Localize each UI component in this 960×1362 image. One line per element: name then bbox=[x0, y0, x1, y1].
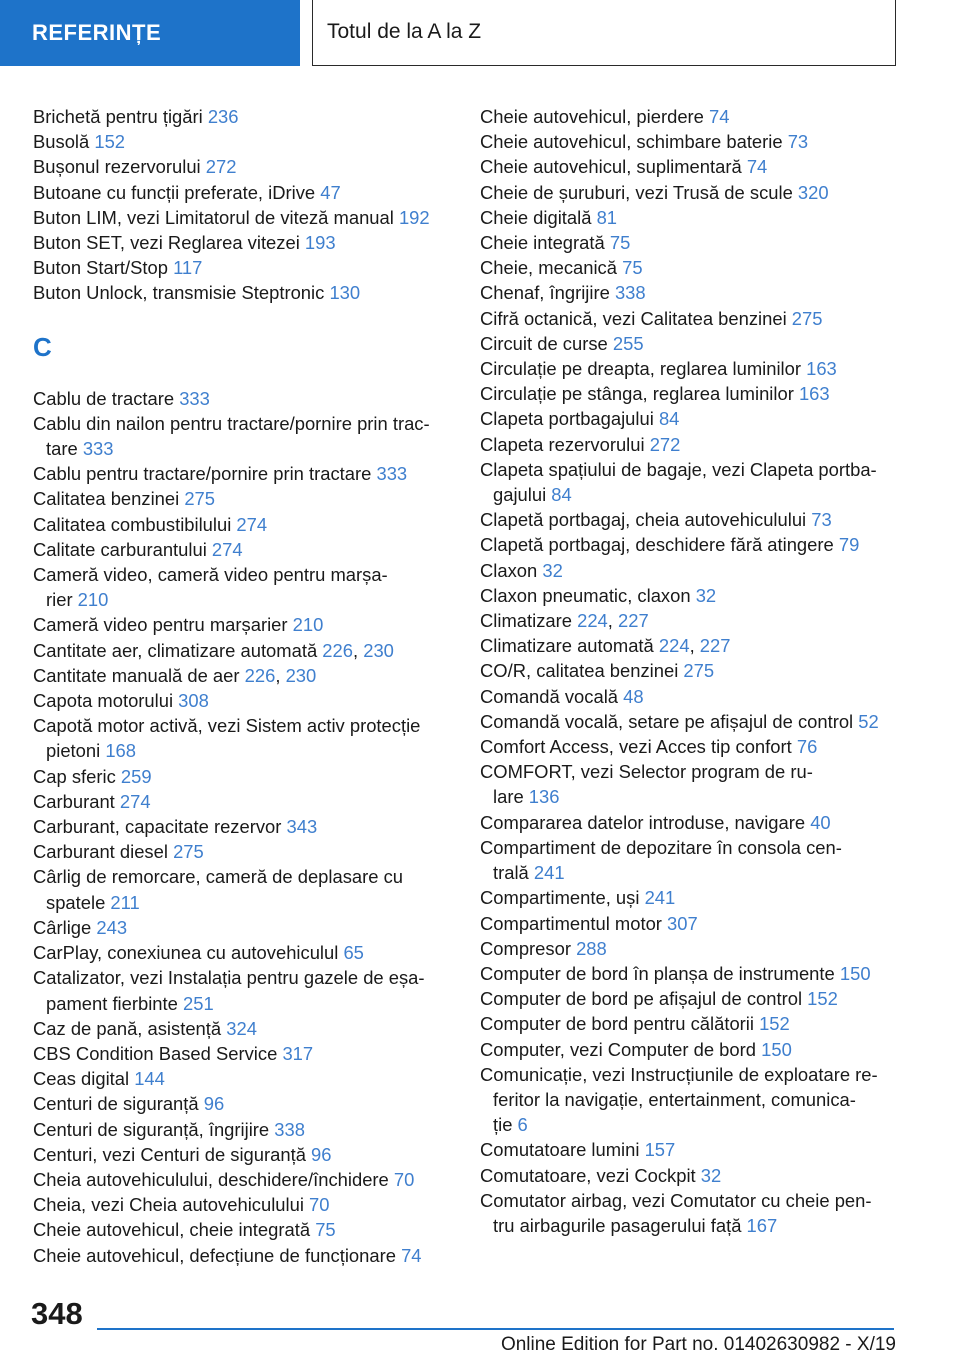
page-reference-link[interactable]: 192 bbox=[398, 206, 430, 228]
index-entry bbox=[480, 1062, 900, 1138]
entry-text: Carburant, capacitate rezervor bbox=[33, 816, 287, 838]
index-entry bbox=[480, 1011, 900, 1036]
entry-text: Cablu din nailon pentru tractare/pornire prin trac- bbox=[33, 412, 430, 434]
page-reference-link[interactable]: 210 bbox=[292, 614, 324, 636]
page-reference-link[interactable]: 70 bbox=[393, 1168, 415, 1190]
page-reference-link[interactable]: 275 bbox=[791, 307, 823, 329]
entry-text: Capota motorului bbox=[33, 690, 179, 712]
entry-text: trală bbox=[493, 862, 534, 884]
entry-text: Cheie, mecanică bbox=[480, 257, 623, 279]
entry-text: Cârlig de remorcare, cameră de deplasare cu bbox=[33, 866, 404, 888]
entry-text: Centuri, vezi Centuri de siguranță bbox=[33, 1143, 312, 1165]
entry-text: Cameră video pentru marșarier bbox=[33, 614, 293, 636]
entry-text: Cheie integrată bbox=[480, 232, 610, 254]
index-entry bbox=[33, 411, 453, 461]
entry-text: Cheie autovehicul, schimbare baterie bbox=[480, 131, 788, 153]
entry-text: Cârlige bbox=[33, 916, 97, 938]
page-reference-link[interactable]: 243 bbox=[96, 916, 128, 938]
page-reference-link[interactable]: 96 bbox=[311, 1143, 332, 1165]
page-reference-link[interactable]: 76 bbox=[796, 736, 818, 758]
page-reference-link[interactable]: 272 bbox=[205, 156, 237, 178]
entry-text: lare bbox=[493, 786, 529, 808]
entry-text: Cheie autovehicul, pierdere bbox=[480, 106, 710, 127]
index-entry bbox=[480, 230, 900, 255]
index-entry bbox=[480, 986, 900, 1011]
entry-text: Clapeta portbagajului bbox=[480, 408, 659, 430]
entry-text: tare bbox=[46, 438, 83, 460]
index-entry bbox=[33, 230, 453, 255]
page-reference-separator: , bbox=[689, 635, 700, 657]
entry-text: Comutatoare lumini bbox=[480, 1139, 645, 1161]
page-reference-link[interactable]: 226 bbox=[244, 664, 276, 686]
page-reference-link[interactable]: 48 bbox=[623, 685, 644, 707]
index-letter-heading: C bbox=[33, 331, 52, 362]
page-header bbox=[0, 0, 960, 66]
page-reference-link[interactable]: 227 bbox=[699, 635, 731, 657]
footer-divider bbox=[97, 1328, 894, 1330]
page-reference-link[interactable]: 70 bbox=[309, 1194, 330, 1216]
index-entry bbox=[480, 1163, 900, 1188]
index-entry bbox=[33, 965, 453, 1015]
entry-text: Compartiment de depozitare în consola cen- bbox=[480, 836, 842, 858]
entry-text: Capotă motor activă, vezi Sistem activ protecție bbox=[33, 715, 421, 737]
index-entry bbox=[33, 789, 453, 814]
page-reference-link[interactable]: 32 bbox=[700, 1164, 722, 1186]
page-reference-link[interactable]: 241 bbox=[533, 862, 565, 884]
page-reference-link[interactable]: 75 bbox=[315, 1219, 336, 1241]
entry-text: Calitatea benzinei bbox=[33, 488, 185, 510]
index-entry bbox=[480, 1188, 900, 1238]
entry-text: gajului bbox=[493, 484, 552, 506]
index-entry bbox=[33, 915, 453, 940]
entry-text: Comandă vocală bbox=[480, 685, 624, 707]
index-entry bbox=[33, 386, 453, 411]
index-entry bbox=[33, 638, 453, 663]
index-entry bbox=[480, 1137, 900, 1162]
index-entry bbox=[480, 406, 900, 431]
entry-text: Clapeta spațiului de bagaje, vezi Clapeta portba- bbox=[480, 458, 877, 480]
page-reference-link[interactable]: 210 bbox=[77, 589, 109, 611]
entry-text: Circuit de curse bbox=[480, 332, 613, 354]
page-reference-separator: , bbox=[275, 664, 286, 686]
index-entry bbox=[480, 457, 900, 507]
index-entry bbox=[480, 129, 900, 154]
index-entry bbox=[480, 507, 900, 532]
page-reference-link[interactable]: 168 bbox=[105, 740, 136, 762]
page-reference-link[interactable]: 152 bbox=[807, 988, 838, 1010]
entry-text: pament fierbinte bbox=[46, 992, 183, 1014]
page-reference-link[interactable]: 74 bbox=[709, 106, 730, 127]
index-entry bbox=[33, 562, 453, 612]
index-entry bbox=[33, 104, 453, 129]
index-entry bbox=[33, 1243, 453, 1268]
index-entry bbox=[33, 688, 453, 713]
entry-text: Catalizator, vezi Instalația pentru gazele de eșa- bbox=[33, 967, 425, 989]
index-entry bbox=[480, 885, 900, 910]
chapter-title: Totul de la A la Z bbox=[312, 0, 896, 66]
page-reference-link[interactable]: 230 bbox=[285, 664, 317, 686]
index-entry bbox=[480, 608, 900, 633]
footer-edition: Online Edition for Part no. 01402630982 - X/19 bbox=[500, 1334, 896, 1355]
entry-text: feritor la navigație, entertainment, comunica- bbox=[493, 1088, 856, 1110]
index-column-left bbox=[33, 104, 453, 1268]
entry-text: Comandă vocală, setare pe afișajul de control bbox=[480, 710, 859, 732]
page-reference-link[interactable]: 338 bbox=[274, 1118, 305, 1140]
index-entry bbox=[33, 1167, 453, 1192]
page-reference-link[interactable]: 130 bbox=[329, 282, 361, 304]
index-entry bbox=[480, 180, 900, 205]
index-entry bbox=[480, 583, 900, 608]
index-entry bbox=[480, 255, 900, 280]
entry-text: Cheie autovehicul, suplimentară bbox=[480, 156, 747, 178]
entry-text: Comutatoare, vezi Cockpit bbox=[480, 1164, 701, 1186]
index-entry bbox=[33, 1016, 453, 1041]
page-reference-link[interactable]: 84 bbox=[658, 408, 680, 430]
page-reference-link[interactable]: 288 bbox=[576, 937, 607, 959]
entry-text: Buton SET, vezi Reglarea vitezei bbox=[33, 232, 305, 254]
page-reference-link[interactable]: 308 bbox=[178, 690, 209, 712]
entry-text: Cablu pentru tractare/pornire prin tractare bbox=[33, 463, 377, 485]
page-reference-link[interactable]: 230 bbox=[363, 639, 394, 661]
page-number: 348 bbox=[31, 1296, 83, 1331]
entry-text: Claxon pneumatic, claxon bbox=[480, 584, 696, 606]
page-reference-link[interactable]: 32 bbox=[695, 584, 717, 606]
page-reference-link[interactable]: 150 bbox=[761, 1038, 792, 1060]
page-reference-link[interactable]: 255 bbox=[612, 332, 644, 354]
index-entry bbox=[480, 104, 900, 129]
index-entry bbox=[480, 684, 900, 709]
page-reference-link[interactable]: 81 bbox=[596, 206, 618, 228]
index-entry bbox=[480, 658, 900, 683]
entry-text: Brichetă pentru țigări bbox=[33, 106, 208, 127]
entry-text: Cheie digitală bbox=[480, 206, 597, 228]
page-reference-link[interactable]: 74 bbox=[401, 1244, 422, 1266]
page-reference-link[interactable]: 65 bbox=[343, 942, 364, 964]
section-tab: REFERINȚE bbox=[0, 0, 300, 66]
page-reference-separator: , bbox=[352, 639, 364, 661]
index-entry bbox=[33, 1142, 453, 1167]
entry-text: CarPlay, conexiunea cu autovehiculul bbox=[33, 942, 344, 964]
index-entry bbox=[480, 633, 900, 658]
index-entry bbox=[480, 1037, 900, 1062]
page-reference-link[interactable]: 333 bbox=[82, 438, 114, 460]
entry-text: Carburant bbox=[33, 790, 120, 812]
index-entry bbox=[33, 1091, 453, 1116]
entry-text: Calitate carburantului bbox=[33, 538, 212, 560]
entry-text: Climatizare bbox=[480, 610, 578, 632]
entry-text: Buton LIM, vezi Limitatorul de viteză manual bbox=[33, 206, 399, 228]
page-reference-link[interactable]: 333 bbox=[179, 387, 210, 409]
page-reference-link[interactable]: 163 bbox=[806, 358, 837, 380]
entry-text: Buton Unlock, transmisie Steptronic bbox=[33, 282, 330, 304]
index-entry bbox=[480, 759, 900, 809]
page-reference-link[interactable]: 144 bbox=[134, 1068, 165, 1090]
page-reference-link[interactable]: 136 bbox=[528, 786, 560, 808]
entry-text: Cheie autovehicul, defecțiune de funcționare bbox=[33, 1244, 402, 1266]
page-reference-link[interactable]: 152 bbox=[94, 131, 126, 153]
entry-text: Circulație pe stânga, reglarea luminilor bbox=[480, 383, 799, 405]
entry-text: Bușonul rezervorului bbox=[33, 156, 206, 178]
index-entry bbox=[33, 1066, 453, 1091]
index-entry bbox=[33, 154, 453, 179]
index-entry bbox=[33, 461, 453, 486]
entry-text: CO/R, calitatea benzinei bbox=[480, 660, 684, 682]
page-reference-link[interactable]: 259 bbox=[120, 765, 152, 787]
entry-text: Centuri de siguranță, îngrijire bbox=[33, 1118, 275, 1140]
page-reference-link[interactable]: 333 bbox=[376, 463, 408, 485]
index-entry bbox=[33, 839, 453, 864]
entry-text: Computer de bord pe afișajul de control bbox=[480, 988, 808, 1010]
page-reference-link[interactable]: 73 bbox=[787, 131, 809, 153]
page-reference-link[interactable]: 320 bbox=[797, 181, 829, 203]
page-reference-link[interactable]: 152 bbox=[759, 1013, 790, 1035]
index-entry bbox=[480, 432, 900, 457]
page-reference-separator: , bbox=[607, 610, 619, 632]
page-reference-link[interactable]: 150 bbox=[839, 962, 871, 984]
entry-text: Computer de bord în planșa de instrumente bbox=[480, 962, 840, 984]
index-entry bbox=[33, 537, 453, 562]
page-reference-link[interactable]: 47 bbox=[320, 181, 341, 203]
index-entry bbox=[33, 1117, 453, 1142]
entry-text: Comunicație, vezi Instrucțiunile de exploatare re- bbox=[480, 1063, 878, 1085]
page-reference-link[interactable]: 32 bbox=[542, 559, 563, 581]
page-reference-link[interactable]: 74 bbox=[746, 156, 768, 178]
page-reference-link[interactable]: 324 bbox=[226, 1017, 257, 1039]
index-entry bbox=[33, 764, 453, 789]
page-reference-link[interactable]: 117 bbox=[173, 257, 203, 279]
index-entry bbox=[480, 205, 900, 230]
entry-text: Cantitate manuală de aer bbox=[33, 664, 245, 686]
entry-text: Calitatea combustibilului bbox=[33, 513, 237, 535]
page-reference-link[interactable]: 338 bbox=[614, 282, 646, 304]
entry-text: Chenaf, îngrijire bbox=[480, 282, 615, 304]
index-entry bbox=[33, 864, 453, 914]
entry-text: Cheie de șuruburi, vezi Trusă de scule bbox=[480, 181, 798, 203]
page-reference-link[interactable]: 275 bbox=[683, 660, 715, 682]
index-entry bbox=[33, 612, 453, 637]
entry-text: Compartimentul motor bbox=[480, 912, 668, 934]
page-reference-link[interactable]: 167 bbox=[746, 1214, 778, 1236]
entry-text: Butoane cu funcții preferate, iDrive bbox=[33, 181, 321, 203]
index-entry bbox=[480, 810, 900, 835]
index-entry bbox=[480, 381, 900, 406]
entry-text: Ceas digital bbox=[33, 1068, 135, 1090]
entry-text: Clapetă portbagaj, deschidere fără atingere bbox=[480, 534, 839, 556]
index-entry bbox=[33, 255, 453, 280]
entry-text: Busolă bbox=[33, 131, 95, 153]
page-reference-link[interactable]: 251 bbox=[183, 992, 214, 1014]
entry-text: Clapeta rezervorului bbox=[480, 433, 650, 455]
page-reference-link[interactable]: 157 bbox=[644, 1139, 676, 1161]
page-reference-link[interactable]: 275 bbox=[184, 488, 215, 510]
page-reference-link[interactable]: 343 bbox=[286, 816, 318, 838]
entry-text: Climatizare automată bbox=[480, 635, 659, 657]
page-reference-link[interactable]: 274 bbox=[211, 538, 243, 560]
index-entry bbox=[480, 709, 900, 734]
page-reference-link[interactable]: 274 bbox=[119, 790, 151, 812]
page-reference-link[interactable]: 193 bbox=[304, 232, 336, 254]
index-entry bbox=[480, 835, 900, 885]
index-entry bbox=[33, 1041, 453, 1066]
entry-text: spatele bbox=[46, 891, 111, 913]
page-reference-link[interactable]: 6 bbox=[517, 1114, 528, 1136]
page-reference-link[interactable]: 272 bbox=[649, 433, 681, 455]
index-entry bbox=[33, 814, 453, 839]
page-reference-link[interactable]: 52 bbox=[858, 710, 879, 732]
entry-text: tru airbagurile pasagerului față bbox=[493, 1214, 747, 1236]
page-reference-link[interactable]: 274 bbox=[236, 513, 268, 535]
index-entry bbox=[480, 306, 900, 331]
page-reference-link[interactable]: 79 bbox=[838, 534, 860, 556]
page-reference-link[interactable]: 275 bbox=[173, 841, 204, 863]
index-entry bbox=[33, 1192, 453, 1217]
entry-text: Comutator airbag, vezi Comutator cu cheie pen- bbox=[480, 1189, 872, 1211]
index-entry bbox=[33, 1217, 453, 1242]
entry-text: Circulație pe dreapta, reglarea luminilor bbox=[480, 358, 807, 380]
entry-text: pietoni bbox=[46, 740, 106, 762]
entry-text: Carburant diesel bbox=[33, 841, 174, 863]
index-entry bbox=[480, 911, 900, 936]
entry-text: Cablu de tractare bbox=[33, 387, 180, 409]
index-entry bbox=[480, 558, 900, 583]
entry-text: Centuri de siguranță bbox=[33, 1093, 204, 1115]
index-entry bbox=[33, 663, 453, 688]
page-reference-link[interactable]: 73 bbox=[811, 509, 832, 531]
entry-text: Computer de bord pentru călătorii bbox=[480, 1013, 760, 1035]
page-reference-link[interactable]: 317 bbox=[282, 1042, 314, 1064]
index-entry bbox=[480, 154, 900, 179]
index-entry bbox=[33, 205, 453, 230]
entry-text: Cap sferic bbox=[33, 765, 121, 787]
index-entry bbox=[480, 356, 900, 381]
entry-text: Buton Start/Stop bbox=[33, 257, 174, 279]
page-reference-link[interactable]: 224 bbox=[577, 610, 608, 632]
page-reference-link[interactable]: 241 bbox=[644, 887, 676, 909]
entry-text: Clapetă portbagaj, cheia autovehiculului bbox=[480, 509, 812, 531]
index-entry bbox=[33, 129, 453, 154]
entry-text: Cifră octanică, vezi Calitatea benzinei bbox=[480, 307, 792, 329]
page-reference-link[interactable]: 224 bbox=[658, 635, 690, 657]
page-reference-link[interactable]: 226 bbox=[322, 639, 353, 661]
entry-text: Cantitate aer, climatizare automată bbox=[33, 639, 323, 661]
index-entry bbox=[33, 486, 453, 511]
page-reference-link[interactable]: 75 bbox=[609, 232, 631, 254]
entry-text: CBS Condition Based Service bbox=[33, 1042, 283, 1064]
index-entry bbox=[33, 940, 453, 965]
entry-text: Compresor bbox=[480, 937, 577, 959]
entry-text: Cheie autovehicul, cheie integrată bbox=[33, 1219, 316, 1241]
page-reference-link[interactable]: 236 bbox=[207, 106, 239, 127]
page-reference-link[interactable]: 163 bbox=[798, 383, 830, 405]
entry-text: Comfort Access, vezi Acces tip confort bbox=[480, 736, 797, 758]
entry-text: Claxon bbox=[480, 559, 543, 581]
page-reference-link[interactable]: 96 bbox=[203, 1093, 225, 1115]
index-entry bbox=[33, 180, 453, 205]
entry-text: ție bbox=[493, 1114, 518, 1136]
index-entry bbox=[33, 713, 453, 763]
page-reference-link[interactable]: 40 bbox=[810, 811, 831, 833]
index-entry bbox=[480, 936, 900, 961]
index-entry bbox=[480, 331, 900, 356]
page-reference-link[interactable]: 307 bbox=[667, 912, 698, 934]
index-entry bbox=[480, 961, 900, 986]
page-reference-link[interactable]: 227 bbox=[618, 610, 649, 632]
entry-text: COMFORT, vezi Selector program de ru- bbox=[480, 761, 813, 783]
entry-text: rier bbox=[46, 589, 78, 611]
page-reference-link[interactable]: 84 bbox=[551, 484, 572, 506]
index-column-right bbox=[480, 104, 900, 1238]
entry-text: Compartimente, uși bbox=[480, 887, 645, 909]
index-entry bbox=[480, 280, 900, 305]
index-entry bbox=[480, 532, 900, 557]
index-entry bbox=[33, 280, 453, 305]
index-entry bbox=[480, 734, 900, 759]
entry-text: Cheia autovehiculului, deschidere/închidere bbox=[33, 1168, 394, 1190]
page-reference-link[interactable]: 75 bbox=[622, 257, 643, 279]
page-reference-link[interactable]: 211 bbox=[110, 891, 140, 913]
entry-text: Compararea datelor introduse, navigare bbox=[480, 811, 811, 833]
entry-text: Computer, vezi Computer de bord bbox=[480, 1038, 762, 1060]
entry-text: Cameră video, cameră video pentru marșa- bbox=[33, 564, 388, 586]
entry-text: Caz de pană, asistență bbox=[33, 1017, 227, 1039]
index-entry bbox=[33, 512, 453, 537]
entry-text: Cheia, vezi Cheia autovehiculului bbox=[33, 1194, 310, 1216]
